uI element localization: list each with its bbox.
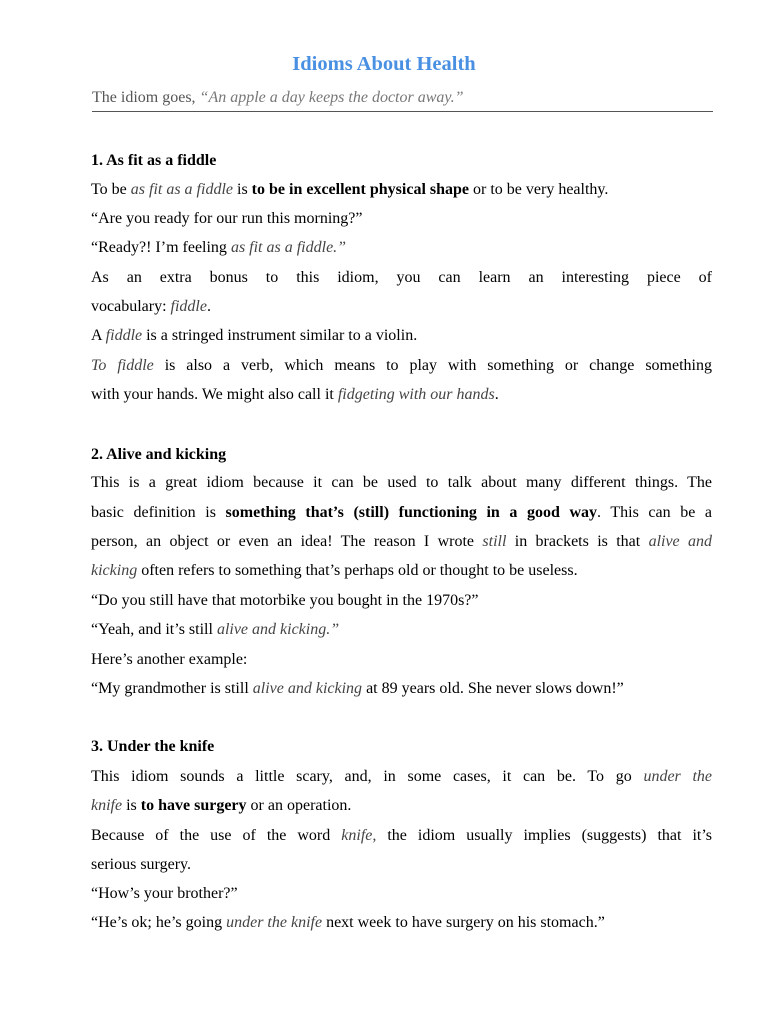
italic-text: under the knife <box>226 914 323 931</box>
text-run: “Do you still have that motorbike you bought in the 1970s?” <box>91 592 479 609</box>
text-run: often refers to something that’s perhaps old or thought to be useless. <box>137 562 578 579</box>
text-line <box>91 620 712 640</box>
text-run: This idiom sounds a little scary, and, in some cases, it can be. To go <box>91 768 644 785</box>
text-run: vocabulary: <box>91 298 171 315</box>
text-line <box>91 591 712 611</box>
text-line <box>91 561 712 581</box>
text-run: or an operation. <box>246 797 352 814</box>
italic-text: knife, <box>341 827 377 844</box>
text-line <box>91 532 712 552</box>
text-line <box>91 238 712 258</box>
text-run: “How’s your brother?” <box>91 885 238 902</box>
italic-text: alive and kicking.” <box>216 621 340 638</box>
text-run: A <box>91 327 106 344</box>
page-title: Idioms About Health <box>292 53 476 75</box>
text-run: is <box>233 181 252 198</box>
italic-text: under the <box>643 768 713 785</box>
italic-text: fidgeting with our hands <box>337 386 495 403</box>
text-line <box>91 503 712 523</box>
italic-text: alive and <box>648 533 713 550</box>
text-line <box>91 826 712 846</box>
text-run: “My grandmother is still <box>91 680 253 697</box>
text-line <box>91 209 712 229</box>
text-run: with your hands. We might also call it <box>91 386 338 403</box>
text-line <box>91 679 712 699</box>
text-run: This is a great idiom because it can be used to talk about many different things. The <box>91 474 712 491</box>
text-run: is a stringed instrument similar to a violin. <box>142 327 418 344</box>
italic-text: as fit as a fiddle <box>130 181 233 198</box>
text-run: “Ready?! I’m feeling <box>91 239 231 256</box>
text-line <box>91 767 712 787</box>
text-run: person, an object or even an idea! The reason I wrote <box>91 533 483 550</box>
bold-text: 3. Under the knife <box>91 738 215 755</box>
text-run: “Are you ready for our run this morning?” <box>91 210 363 227</box>
italic-text: kicking <box>91 562 138 579</box>
text-line <box>91 913 712 933</box>
text-run: To be <box>91 181 131 198</box>
text-run: “He’s ok; he’s going <box>91 914 227 931</box>
text-run: is <box>122 797 141 814</box>
text-line <box>91 297 712 317</box>
text-line <box>91 326 712 346</box>
text-line <box>91 473 712 493</box>
section-heading <box>91 151 712 171</box>
text-run: basic definition is <box>91 504 226 521</box>
text-run: next week to have surgery on his stomach.” <box>322 914 605 931</box>
text-line <box>91 268 712 288</box>
bold-text: something that’s (still) functioning in a good way <box>225 504 598 521</box>
text-run: the idiom usually implies (suggests) that it’s <box>376 827 713 844</box>
text-run: is also a verb, which means to play with something or change something <box>153 357 712 374</box>
text-run: Because of the use of the word <box>91 827 342 844</box>
section-heading <box>91 445 712 465</box>
text-run: serious surgery. <box>91 856 191 873</box>
text-line <box>91 356 712 376</box>
text-line <box>91 385 712 405</box>
text-line <box>91 650 712 670</box>
italic-text: fiddle <box>105 327 143 344</box>
italic-text: still <box>482 533 507 550</box>
italic-text: alive and kicking <box>252 680 363 697</box>
text-run: in brackets is that <box>506 533 649 550</box>
text-run: Here’s another example: <box>91 651 248 668</box>
text-line <box>91 796 712 816</box>
bold-text: to be in excellent physical shape <box>251 181 470 198</box>
bold-text: 2. Alive and kicking <box>91 446 227 463</box>
subtitle <box>92 88 713 112</box>
subtitle-quote: “An apple a day keeps the doctor away.” <box>199 89 464 106</box>
text-run: . <box>494 386 499 403</box>
italic-text: fiddle <box>170 298 207 315</box>
text-run: or to be very healthy. <box>469 181 609 198</box>
section-heading <box>91 737 712 757</box>
italic-text: To fiddle <box>91 357 154 374</box>
text-line <box>91 855 712 875</box>
text-line <box>91 884 712 904</box>
text-run: . This can be a <box>597 504 712 521</box>
bold-text: 1. As fit as a fiddle <box>91 152 217 169</box>
text-line <box>91 180 712 200</box>
text-run: at 89 years old. She never slows down!” <box>362 680 624 697</box>
bold-text: to have surgery <box>140 797 247 814</box>
text-run: As an extra bonus to this idiom, you can learn an interesting piece of <box>91 269 712 286</box>
text-run: . <box>206 298 211 315</box>
text-run: “Yeah, and it’s still <box>91 621 217 638</box>
subtitle-lead: The idiom goes, <box>92 89 196 106</box>
italic-text: knife <box>91 797 123 814</box>
italic-text: as fit as a fiddle.” <box>230 239 347 256</box>
